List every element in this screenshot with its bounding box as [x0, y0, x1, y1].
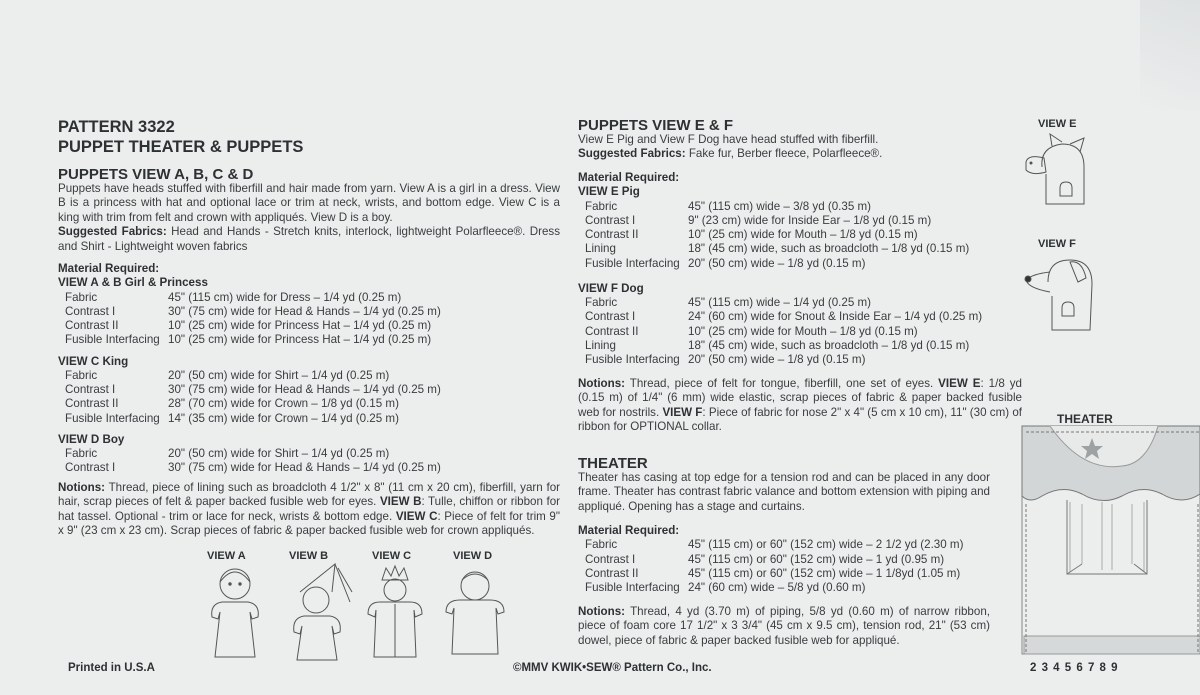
theater-illustration [1012, 424, 1200, 660]
material-group-title: VIEW D Boy [58, 432, 125, 446]
theater-material-rows [578, 538, 998, 595]
material-label: Contrast II [585, 324, 639, 338]
material-label: Fusible Interfacing [585, 581, 680, 595]
material-value: 18" (45 cm) wide, such as broadcloth – 1/8 yd (0.15 m) [688, 242, 970, 256]
material-value: 45" (115 cm) or 60" (152 cm) wide – 1 1/8yd (1.05 m) [688, 566, 961, 580]
ef-suggested-fabrics-label: Suggested Fabrics: [578, 147, 686, 161]
view-b-label: VIEW B [289, 550, 329, 562]
material-row [578, 242, 1018, 256]
material-label: Fusible Interfacing [65, 411, 160, 425]
material-group-title: VIEW E Pig [578, 185, 640, 199]
material-label: Fabric [585, 538, 618, 552]
notions-view-c-label: VIEW C [395, 509, 438, 523]
material-value: 10" (25 cm) wide for Princess Hat – 1/4 yd (0.25 m) [168, 319, 432, 333]
material-label: Fabric [585, 199, 618, 213]
ef-suggested-fabrics-text: Fake fur, Berber fleece, Polarfleece®. [688, 147, 883, 161]
view-e-label: VIEW E [1038, 118, 1077, 130]
suggested-fabrics-label: Suggested Fabrics: [58, 225, 167, 239]
material-label: Fusible Interfacing [65, 333, 160, 347]
suggested-fabrics-text: Head and Hands - Stretch knits, interlock, lightweight Polarfleece®. Dress and Shirt - Lightweight woven fabrics [58, 225, 560, 253]
material-label: Contrast II [65, 397, 119, 411]
princess-puppet-illustration [280, 562, 355, 662]
material-value: 45" (115 cm) or 60" (152 cm) wide – 2 1/2 yd (2.30 m) [688, 538, 964, 552]
material-row [58, 333, 560, 347]
view-f-label: VIEW F [1038, 238, 1076, 250]
ef-notions [578, 377, 1022, 435]
material-label: Contrast I [65, 383, 116, 397]
abcd-notions [58, 481, 560, 539]
material-value: 9" (23 cm) wide for Inside Ear – 1/8 yd (0.15 m) [688, 214, 932, 228]
ef-notions-label: Notions: [578, 377, 626, 390]
ef-notions-view-f-text: : Piece of fabric for nose 2" x 4" (5 cm x 10 cm), 11" (30 cm) of ribbon for OPTIONAL collar. [578, 405, 1022, 434]
material-value: 45" (115 cm) wide – 1/4 yd (0.25 m) [688, 296, 872, 310]
material-row [578, 228, 1018, 242]
material-value: 28" (70 cm) wide for Crown – 1/8 yd (0.15 m) [168, 397, 399, 411]
notions-text: Thread, piece of lining such as broadcloth 4 1/2" x 8" (11 cm x 20 cm), fiberfill, yarn for hair, scrap pieces of felt & paper backed fusible web for eyes. [58, 481, 560, 509]
pattern-title: PUPPET THEATER & PUPPETS [58, 138, 304, 156]
material-label: Contrast II [585, 566, 639, 580]
material-row [578, 581, 998, 595]
ef-material-required-label: Material Required: [578, 171, 680, 184]
ef-notions-view-e-label: VIEW E [938, 377, 981, 390]
material-value: 30" (75 cm) wide for Head & Hands – 1/4 yd (0.25 m) [168, 305, 441, 319]
material-row [578, 553, 998, 567]
material-row [578, 296, 1018, 310]
view-a-label: VIEW A [207, 550, 246, 562]
material-value: 20" (50 cm) wide for Shirt – 1/4 yd (0.25 m) [168, 447, 390, 461]
material-label: Contrast I [585, 310, 636, 324]
material-value: 14" (35 cm) wide for Crown – 1/4 yd (0.25 m) [168, 411, 399, 425]
material-label: Lining [585, 242, 616, 256]
theater-materials [578, 524, 998, 595]
notions-label: Notions: [58, 481, 106, 494]
pattern-number: PATTERN 3322 [58, 118, 175, 136]
material-value: 20" (50 cm) wide – 1/8 yd (0.15 m) [688, 256, 866, 270]
material-row [58, 412, 560, 426]
material-group-title: VIEW A & B Girl & Princess [58, 276, 208, 290]
material-row [578, 353, 1018, 367]
dog-puppet-illustration [1022, 252, 1097, 332]
material-value: 10" (25 cm) wide for Princess Hat – 1/4 yd (0.25 m) [168, 333, 432, 347]
material-value: 45" (115 cm) wide for Dress – 1/4 yd (0.25 m) [168, 290, 402, 304]
material-value: 45" (115 cm) wide – 3/8 yd (0.35 m) [688, 199, 872, 213]
material-label: Contrast I [65, 305, 116, 319]
material-row [58, 397, 560, 411]
material-label: Contrast II [65, 319, 119, 333]
material-group-title: VIEW F Dog [578, 281, 644, 295]
material-group-title: VIEW C King [58, 354, 129, 368]
section-heading-abcd: PUPPETS VIEW A, B, C & D [58, 166, 254, 183]
ef-description [578, 133, 1018, 162]
material-label: Fabric [65, 290, 98, 304]
material-row [578, 257, 1018, 271]
material-label: Fabric [585, 296, 618, 310]
material-value: 10" (25 cm) wide for Mouth – 1/8 yd (0.15 m) [688, 324, 918, 338]
material-value: 18" (45 cm) wide, such as broadcloth – 1/8 yd (0.15 m) [688, 338, 970, 352]
material-value: 24" (60 cm) wide for Snout & Inside Ear – 1/4 yd (0.25 m) [688, 310, 983, 324]
material-value: 24" (60 cm) wide – 5/8 yd (0.60 m) [688, 581, 866, 595]
notions-view-b-label: VIEW B [379, 495, 422, 509]
material-label: Contrast I [65, 461, 116, 475]
theater-drawing-label: THEATER [1057, 412, 1113, 426]
material-label: Fusible Interfacing [585, 256, 680, 270]
pig-puppet-illustration [1022, 132, 1097, 212]
notions-view-b-text: : Tulle, chiffon or ribbon for hat tassel. Optional - trim or lace for neck, wrists & bottom edge. [58, 495, 561, 523]
section-heading-theater: THEATER [578, 455, 648, 472]
material-row [578, 339, 1018, 353]
ef-notions-text: Thread, piece of felt for tongue, fiberfill, one set of eyes. [629, 377, 934, 390]
boy-puppet-illustration [440, 562, 510, 662]
king-puppet-illustration [360, 562, 430, 662]
material-groups [58, 276, 560, 475]
material-row [578, 325, 1018, 339]
material-row [58, 319, 560, 333]
material-label: Fabric [65, 369, 98, 383]
material-row [58, 383, 560, 397]
view-c-label: VIEW C [372, 550, 412, 562]
abcd-description-text: Puppets have heads stuffed with fiberfill and hair made from yarn. View A is a girl in a dress. View B is a princess with hat and optional lace or trim at neck, wrists, and bottom edge. View C is a king with trim from felt and crown with appliqués. View D is a boy. [58, 182, 560, 224]
section-heading-ef: PUPPETS VIEW E & F [578, 117, 734, 134]
theater-description: Theater has casing at top edge for a tension rod and can be placed in any door frame. Theater has contrast fabric valance and bottom extension with piping and appliqué. Opening has a stage and curtains. [578, 471, 990, 513]
ef-materials [578, 171, 1018, 367]
material-value: 20" (50 cm) wide for Shirt – 1/4 yd (0.25 m) [168, 369, 390, 383]
theater-material-required-label: Material Required: [578, 524, 680, 537]
notions-view-c-text: : Piece of felt for trim 9" x 9" (23 cm x 23 cm). Scrap pieces of fabric & paper backed fusible web for crown appliqués. [58, 509, 560, 538]
girl-puppet-illustration [200, 562, 270, 662]
ef-description-text: View E Pig and View F Dog have head stuffed with fiberfill. [578, 133, 879, 146]
ef-notions-view-f-label: VIEW F [662, 405, 703, 419]
material-label: Contrast I [585, 552, 636, 566]
material-required-label: Material Required: [58, 262, 160, 275]
material-label: Contrast I [585, 214, 636, 228]
material-value: 10" (25 cm) wide for Mouth – 1/8 yd (0.15 m) [688, 228, 918, 242]
copyright: ©MMV KWIK•SEW® Pattern Co., Inc. [513, 662, 712, 674]
material-label: Fabric [65, 447, 98, 461]
theater-notions-label: Notions: [578, 605, 626, 618]
material-row [578, 200, 1018, 214]
abcd-description [58, 182, 560, 254]
scan-edge-shadow [1140, 0, 1200, 110]
abcd-materials [58, 262, 560, 476]
material-row [578, 214, 1018, 228]
theater-notions [578, 605, 990, 648]
material-row [58, 369, 560, 383]
printed-in-usa: Printed in U.S.A [68, 662, 155, 674]
size-numbers: 2 3 4 5 6 7 8 9 [1030, 662, 1119, 674]
material-value: 45" (115 cm) or 60" (152 cm) wide – 1 yd (0.95 m) [688, 552, 945, 566]
material-row [578, 310, 1018, 324]
material-row [58, 447, 560, 461]
material-value: 30" (75 cm) wide for Head & Hands – 1/4 yd (0.25 m) [168, 383, 441, 397]
material-row [58, 291, 560, 305]
material-label: Contrast II [585, 228, 639, 242]
material-label: Lining [585, 338, 616, 352]
ef-notions-view-e-text: : 1/8 yd (0.15 m) of 1/4" (6 mm) wide elastic, scrap pieces of fabric & paper backed fusible web for nostrils. [578, 377, 1022, 419]
material-row [578, 567, 998, 581]
ef-material-groups [578, 185, 1018, 367]
material-label: Fusible Interfacing [585, 353, 680, 367]
material-row [58, 461, 560, 475]
material-row [578, 538, 998, 552]
material-row [58, 305, 560, 319]
view-d-label: VIEW D [453, 550, 493, 562]
material-value: 20" (50 cm) wide – 1/8 yd (0.15 m) [688, 353, 866, 367]
theater-notions-text: Thread, 4 yd (3.70 m) of piping, 5/8 yd (0.60 m) of narrow ribbon, piece of foam core 17 1/2" x 3 3/4" (45 cm x 9.5 cm), tension rod, 21" (53 cm) dowel, piece of fabric & paper backed fusible web for appliqué. [578, 605, 990, 647]
material-value: 30" (75 cm) wide for Head & Hands – 1/4 yd (0.25 m) [168, 461, 441, 475]
